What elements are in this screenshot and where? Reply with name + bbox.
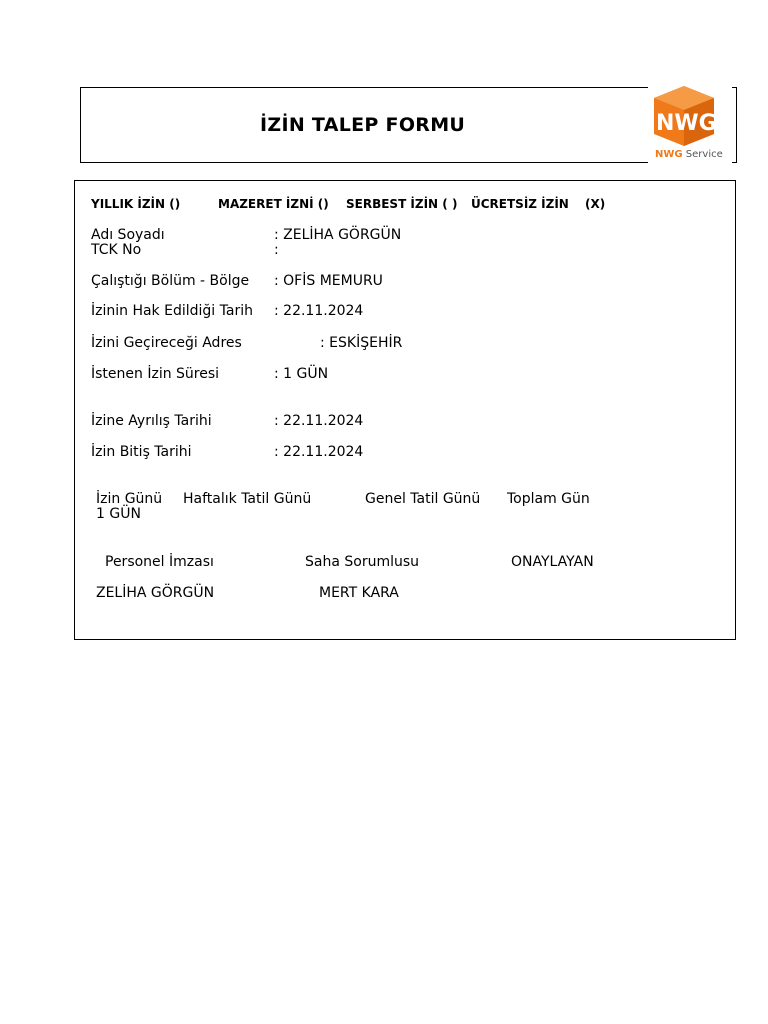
form-body-box	[74, 180, 736, 640]
summary-header-weekly-holiday: Haftalık Tatil Günü	[183, 491, 312, 507]
summary-header-public-holiday: Genel Tatil Günü	[365, 491, 481, 507]
end-date-value: : 22.11.2024	[274, 444, 364, 460]
duration-value: : 1 GÜN	[274, 366, 329, 382]
summary-leave-days-value: 1 GÜN	[96, 506, 141, 522]
end-date-label: İzin Bitiş Tarihi	[91, 444, 192, 460]
leave-type-unpaid-mark: (X)	[585, 197, 606, 211]
logo-brand: NWG	[655, 149, 683, 160]
earned-date-label: İzinin Hak Edildiği Tarih	[91, 303, 253, 319]
duration-label: İstenen İzin Süresi	[91, 366, 220, 382]
signature-field-supervisor-name: MERT KARA	[319, 585, 399, 601]
logo-service: Service	[685, 149, 723, 160]
summary-header-total-days: Toplam Gün	[507, 491, 590, 507]
leave-type-annual: YILLIK İZİN ()	[91, 197, 181, 211]
earned-date-value: : 22.11.2024	[274, 303, 364, 319]
name-label: Adı Soyadı	[91, 227, 165, 243]
logo-caption	[655, 149, 723, 160]
signature-personnel-name: ZELİHA GÖRGÜN	[96, 585, 215, 601]
tck-label: TCK No	[91, 242, 142, 258]
logo-letters: NWG	[656, 111, 717, 136]
departure-date-value: : 22.11.2024	[274, 413, 364, 429]
form-title: İZİN TALEP FORMU	[260, 114, 466, 136]
departure-date-label: İzine Ayrılış Tarihi	[91, 413, 212, 429]
leave-type-free: SERBEST İZİN ( )	[346, 197, 458, 211]
address-value: : ESKİŞEHİR	[320, 335, 403, 351]
signature-approver-label: ONAYLAYAN	[511, 554, 594, 570]
dept-label: Çalıştığı Bölüm - Bölge	[91, 273, 250, 289]
dept-value: : OFİS MEMURU	[274, 273, 383, 289]
address-label: İzini Geçireceği Adres	[91, 335, 242, 351]
signature-personnel-label: Personel İmzası	[105, 554, 214, 570]
leave-type-unpaid: ÜCRETSİZ İZİN	[471, 197, 569, 211]
leave-type-excuse: MAZERET İZNİ ()	[218, 197, 329, 211]
tck-value: :	[274, 242, 279, 258]
name-value: : ZELİHA GÖRGÜN	[274, 227, 402, 243]
signature-field-supervisor-label: Saha Sorumlusu	[305, 554, 420, 570]
summary-header-leave-days: İzin Günü	[96, 491, 163, 507]
